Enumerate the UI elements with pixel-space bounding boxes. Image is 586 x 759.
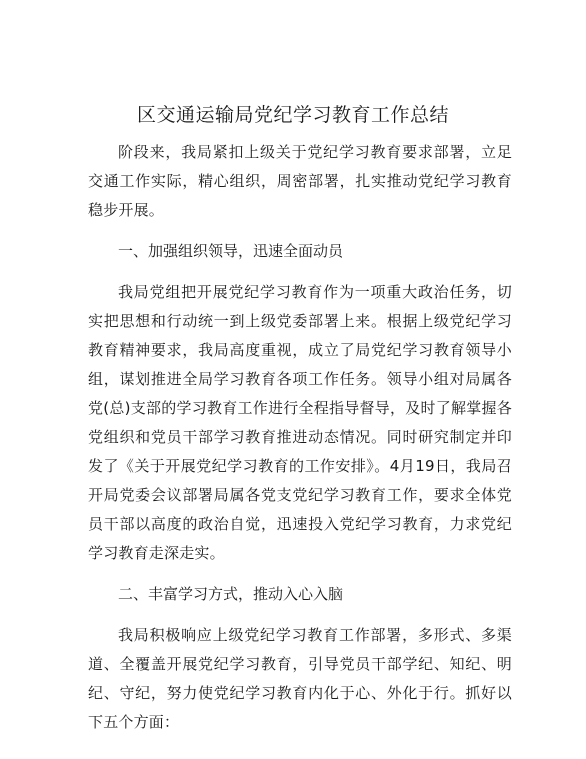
- section-1-paragraph: 我局党组把开展党纪学习教育作为一项重大政治任务，切实把思想和行动统一到上级党委部署上来。根据上级党纪学习教育精神要求，我局高度重视，成立了局党纪学习教育领导小组，谋划推进全局学习教育各项工作任务。领导小组对局属各党(总)支部的学习教育工作进行全程指导督导，及时了解掌握各党组织和党员干部学习教育推进动态情况。同时研究制定并印发了《关于开展党纪学习教育的工作安排》。4月19日，我局召开局党委会议部署局属各党支党纪学习教育工作，要求全体党员干部以高度的政治自觉，迅速投入党纪学习教育，力求党纪学习教育走深走实。: [88, 283, 512, 562]
- section-heading-1: 一、加强组织领导，迅速全面动员: [118, 242, 344, 260]
- section-2-paragraph: 我局积极响应上级党纪学习教育工作部署，多形式、多渠道、全覆盖开展党纪学习教育，引导党员干部学纪、知纪、明纪、守纪，努力使党纪学习教育内化于心、外化于行。抓好以下五个方面：: [88, 626, 512, 731]
- intro-paragraph: 阶段来，我局紧扣上级关于党纪学习教育要求部署，立足交通工作实际，精心组织，周密部署，扎实推动党纪学习教育稳步开展。: [88, 143, 512, 219]
- section-heading-2: 二、丰富学习方式，推动入心入脑: [118, 585, 344, 603]
- document-title: 区交通运输局党纪学习教育工作总结: [136, 104, 449, 126]
- document-body: [88, 138, 512, 737]
